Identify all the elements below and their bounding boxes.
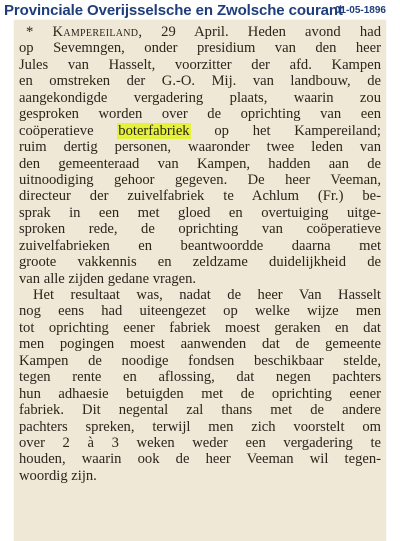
line-text: den gemeenteraad van Kampen, hadden aan de [19, 155, 381, 172]
article-line [19, 90, 381, 106]
article-line [19, 402, 381, 418]
line-text: tegen rente en aflossing, dat negen pachters [19, 369, 381, 386]
line-text: op het Kampereiland; [190, 122, 381, 139]
article-line [19, 40, 381, 56]
line-text: Kampen de noodige fondsen beschikbaar stelde, [19, 352, 381, 369]
article-line [19, 172, 381, 188]
line-text: en omstreken der G.-O. Mij. van landbouw, de [19, 73, 381, 90]
article-line [19, 139, 381, 155]
newspaper-title: Provinciale Overijsselsche en Zwolsche courant [4, 2, 343, 19]
line-text: uitnoodiging gehoor gegeven. De heer Veeman, [19, 171, 381, 188]
article-line [19, 336, 381, 352]
line-text: groote vakkennis en zeldzame duidelijkheid de [19, 254, 381, 271]
article-line [19, 353, 381, 369]
line-prefix: coöperatieve [19, 122, 118, 139]
line-text: sproken rede, de oprichting van coöperatieve [19, 221, 381, 238]
article-line [19, 435, 381, 451]
article-line [19, 106, 381, 122]
article-line [19, 468, 381, 484]
line-text: gesproken worden over de oprichting van een [19, 106, 381, 123]
line-text: pachters spreken, terwijl men zich voorstelt om [19, 418, 381, 435]
article-line [19, 303, 381, 319]
article-line [19, 320, 381, 336]
line-text: nog eens had uiteengezet op welke wijze men [19, 303, 381, 320]
line-text: , 29 April. Heden avond had [138, 24, 381, 40]
line-text: van alle zijden gedane vragen. [19, 270, 197, 287]
article-line [19, 57, 381, 73]
article-line [19, 369, 381, 385]
line-text: aangekondigde vergadering plaats, waarin zou [19, 89, 381, 106]
article-line [19, 271, 381, 287]
publication-date: 01-05-1896 [334, 5, 386, 16]
article-line [19, 451, 381, 467]
article-line [19, 419, 381, 435]
article-body [19, 24, 381, 484]
dateline-place: Kampereiland [52, 24, 139, 40]
article-line [19, 238, 381, 254]
line-text: op Sevemngen, onder presidium van den heer [19, 40, 381, 57]
line-text: woordig zijn. [19, 467, 97, 484]
article-line [19, 156, 381, 172]
line-text: sprak in een met gloed en overtuiging uitge- [19, 204, 381, 221]
article-line [19, 73, 381, 89]
article-line [19, 287, 381, 303]
line-text: fabriek. Dit negental zal thans met de andere [19, 402, 381, 419]
line-text: over 2 à 3 weken weder een vergadering te [19, 434, 381, 451]
article-line [19, 123, 381, 139]
line-text: ruim dertig personen, waaronder twee leden van [19, 139, 381, 156]
line-text: tot oprichting eener fabriek moest geraken en dat [19, 319, 381, 336]
line-text: men pogingen moest aanwenden dat de gemeente [19, 336, 381, 353]
newspaper-clipping [14, 20, 386, 541]
article-line [19, 254, 381, 270]
line-text: directeur der zuivelfabriek te Achlum (Fr.) be- [19, 188, 381, 205]
line-text: Het resultaat was, nadat de heer Van Hasselt [33, 287, 381, 303]
line-text: houden, waarin ook de heer Veeman wil tegen- [19, 451, 381, 468]
line-text: Jules van Hasselt, voorzitter der afd. Kampen [19, 56, 381, 73]
highlighted-word: boterfabriek [118, 122, 190, 139]
article-line [19, 221, 381, 237]
line-text: hun adhaesie betuigden met de oprichting eener [19, 385, 381, 402]
line-text: zuivelfabrieken en beantwoordde daarna met [19, 237, 381, 254]
article-line [19, 205, 381, 221]
article-line [19, 24, 381, 40]
newspaper-header [4, 2, 396, 20]
article-line [19, 386, 381, 402]
line-prefix: * [26, 24, 53, 40]
article-line [19, 188, 381, 204]
